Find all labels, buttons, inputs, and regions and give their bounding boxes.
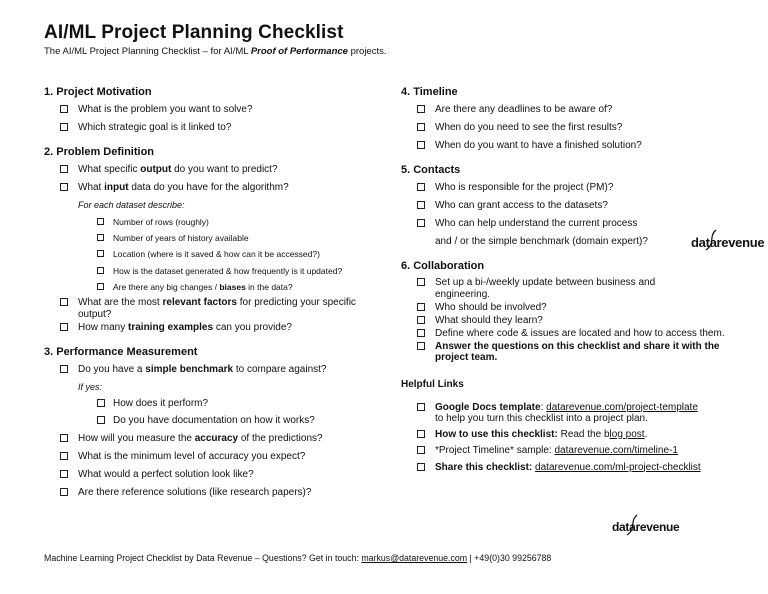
checklist-item[interactable] [401,218,731,231]
link-text: Read the b [557,428,610,440]
checklist-subitem[interactable] [44,415,384,428]
checklist-subitem[interactable] [44,398,384,411]
right-column [401,86,731,480]
section-title-performance-measurement: 3. Performance Measurement [44,345,198,358]
checkbox-icon[interactable] [417,141,425,149]
checklist-item[interactable] [44,487,384,500]
checklist-item[interactable] [401,182,731,195]
item-label: Do you have a [78,363,146,375]
if-yes-note: If yes: [78,381,103,392]
link-item-share[interactable] [401,462,731,475]
link-description: to help you turn this checklist into a project plan. [435,413,648,425]
item-label-bold: simple benchmark [145,363,234,375]
page-subtitle [44,46,387,57]
checklist-item[interactable] [44,182,384,195]
item-label: What would a perfect solution look like? [78,468,254,480]
checkbox-icon[interactable] [417,316,425,324]
datarevenue-logo [691,235,764,250]
item-label: Who can help understand the current process [435,217,638,229]
checkbox-icon[interactable] [60,123,68,131]
section-title-contacts: 5. Contacts [401,163,461,176]
checkbox-icon[interactable] [60,365,68,373]
item-label: can you provide? [213,321,292,333]
subtitle-emphasis: Proof of Performance [250,46,348,57]
item-label: Answer the questions on this checklist and share it with the project team. [435,340,720,364]
section-title-timeline: 4. Timeline [401,86,458,98]
link-timeline[interactable]: datarevenue.com/timeline-1 [554,445,678,457]
footer-email-link[interactable]: markus@datarevenue.com [361,553,468,563]
checklist-item-continued [401,236,731,249]
item-label: Location (where is it saved & how can it be accessed?) [113,249,320,260]
dataset-item[interactable] [44,248,384,260]
item-label: How does it perform? [113,397,209,409]
checkbox-icon[interactable] [60,470,68,478]
section-title-project-motivation: 1. Project Motivation [44,86,152,98]
checklist-item[interactable] [44,364,384,377]
link-item-how-to[interactable] [401,429,731,442]
checkbox-icon[interactable] [417,105,425,113]
item-label-bold: biases [219,282,246,292]
checklist-item[interactable] [44,164,384,177]
checkbox-icon[interactable] [60,183,68,191]
link-label: Share this checklist: [435,461,533,473]
item-label: data do you have for the algorithm? [128,181,289,193]
item-label: Who should be involved? [435,301,547,313]
checklist-item[interactable] [401,328,725,340]
checkbox-icon[interactable] [417,430,425,438]
separator: : [540,401,547,413]
link-item-template[interactable] [401,402,735,425]
section-title-problem-definition: 2. Problem Definition [44,145,155,158]
checkbox-icon[interactable] [417,403,425,411]
checkbox-icon[interactable] [417,183,425,191]
item-label: to compare against? [233,363,327,375]
checkbox-icon[interactable] [417,303,425,311]
item-label: Are there any big changes / [113,282,220,292]
dataset-item[interactable] [44,232,384,244]
checkbox-icon[interactable] [60,488,68,496]
logo-text: datarevenue [612,520,680,534]
checklist-item[interactable] [44,469,384,482]
checklist-item[interactable] [401,104,731,117]
item-label: Do you have documentation on how it works? [113,415,315,427]
item-label: When do you want to have a finished solution? [435,139,642,151]
dataset-item[interactable] [44,281,384,293]
item-label: How many [78,321,129,333]
checklist-item[interactable] [401,140,731,153]
checkbox-icon[interactable] [60,323,68,331]
link-item-timeline[interactable] [401,445,731,458]
item-label: What is the problem you want to solve? [78,103,253,115]
item-label: When do you need to see the first results? [435,121,623,133]
item-label: Who is responsible for the project (PM)? [435,181,614,193]
item-label: and / or the simple benchmark (domain expert)? [435,235,648,247]
item-label: What are the most [78,297,163,309]
dataset-item[interactable] [44,265,373,277]
checkbox-icon[interactable] [97,416,105,424]
checkbox-icon[interactable] [97,267,104,274]
checkbox-icon[interactable] [60,105,68,113]
item-label: Number of years of history available [113,233,249,244]
link-label: *Project Timeline* sample: [435,445,555,457]
item-label: Which strategic goal is it linked to? [78,121,232,133]
item-label: What [78,181,105,193]
checkbox-icon[interactable] [60,434,68,442]
link-label: How to use this checklist: [435,428,558,440]
subtitle-text-end: projects. [347,46,387,57]
dataset-note: For each dataset describe: [78,199,185,210]
checklist-item[interactable] [401,200,731,213]
item-label: Who can grant access to the datasets? [435,199,608,211]
checkbox-icon[interactable] [97,218,104,225]
item-label: How will you measure the [78,432,195,444]
datarevenue-logo-bottom [612,520,679,534]
checklist-item[interactable] [44,433,384,446]
footer [44,553,551,563]
item-label: How is the dataset generated & how frequently is it updated? [113,265,343,276]
item-label: What should they learn? [435,314,543,326]
footer-phone: | +49(0)30 99256788 [467,553,552,563]
item-label: for predicting your specific output? [78,297,356,320]
item-label: do you want to predict? [171,163,278,175]
checkbox-icon[interactable] [417,201,425,209]
item-label: What specific [78,163,141,175]
checklist-item[interactable] [44,122,384,135]
checkbox-icon[interactable] [97,283,104,290]
checklist-item[interactable] [44,322,384,335]
checkbox-icon[interactable] [417,219,425,227]
checklist-item[interactable] [401,122,731,135]
link-label: Google Docs template [435,401,541,413]
item-label: Define where code & issues are located and how to access them. [435,327,725,339]
swoosh-icon [625,514,641,536]
checkbox-icon[interactable] [60,298,68,306]
checkbox-icon[interactable] [417,123,425,131]
page-title: AI/ML Project Planning Checklist [44,22,344,43]
checkbox-icon[interactable] [60,452,68,460]
checklist-item[interactable] [44,104,384,117]
item-label: Are there reference solutions (like research papers)? [78,486,312,498]
item-label: of the predictions? [238,432,323,444]
link-blog-post[interactable]: log post [609,428,645,440]
checkbox-icon[interactable] [417,463,425,471]
checklist-item[interactable] [401,302,731,314]
checkbox-icon[interactable] [417,329,425,337]
checkbox-icon[interactable] [417,446,425,454]
logo-text: datarevenue [691,235,765,250]
left-column [44,86,384,505]
checklist-item[interactable] [401,277,695,300]
item-label: Number of rows (roughly) [113,216,209,227]
item-label: Are there any deadlines to be aware of? [435,103,613,115]
section-title-collaboration: 6. Collaboration [401,259,485,272]
checkbox-icon[interactable] [417,342,425,350]
checkbox-icon[interactable] [417,278,425,286]
checklist-item[interactable] [44,297,368,320]
checklist-item[interactable] [44,451,384,464]
link-project-template[interactable]: datarevenue.com/project-template [546,401,698,413]
item-label: in the data? [245,282,293,292]
checkbox-icon[interactable] [97,250,104,257]
swoosh-icon [704,229,720,251]
checkbox-icon[interactable] [60,165,68,173]
item-label-bold: input [104,181,129,193]
dataset-item[interactable] [44,216,384,228]
link-checklist[interactable]: datarevenue.com/ml-project-checklist [535,461,701,473]
helpful-links-title: Helpful Links [401,379,464,391]
item-label: Set up a bi-/weekly update between business and engineering. [435,277,656,300]
checklist-item[interactable] [401,315,731,327]
period: . [644,428,648,440]
checkbox-icon[interactable] [97,399,105,407]
footer-text: Machine Learning Project Checklist by Data Revenue – Questions? Get in touch: [44,553,362,563]
item-label-bold: relevant factors [162,297,237,309]
checklist-item[interactable] [401,341,725,364]
item-label: What is the minimum level of accuracy you expect? [78,450,306,462]
subtitle-text: The AI/ML Project Planning Checklist – for AI/ML [44,46,251,57]
item-label-bold: accuracy [194,432,239,444]
item-label-bold: output [140,163,172,175]
checkbox-icon[interactable] [97,234,104,241]
item-label-bold: training examples [128,321,214,333]
